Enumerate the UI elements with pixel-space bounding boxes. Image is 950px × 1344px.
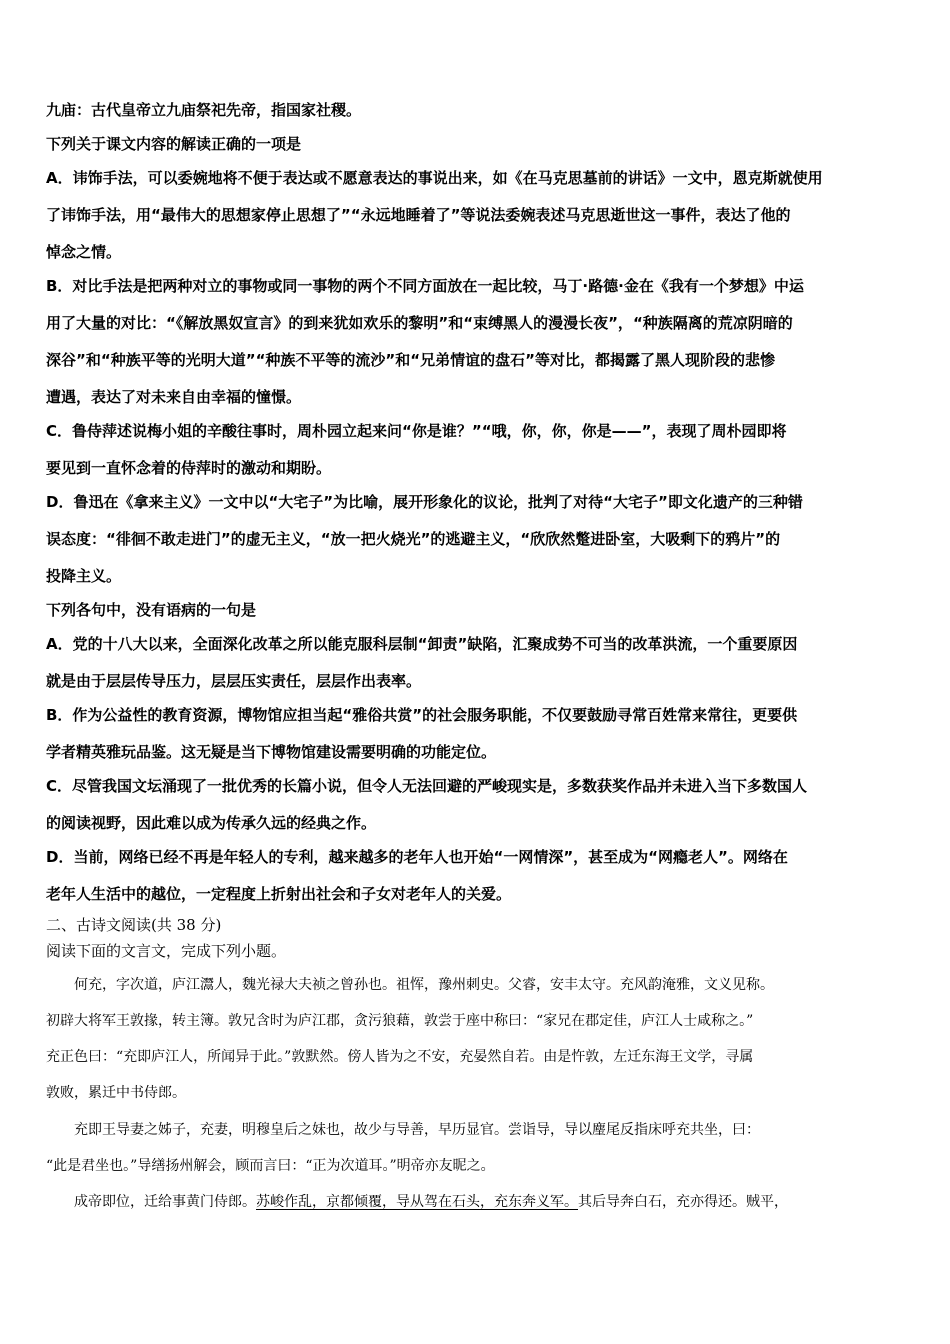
option-d-line: D．当前，网络已经不再是年轻人的专利，越来越多的老年人也开始“一网情深”，甚至成为“网瘾老人”。网络在: [46, 848, 788, 866]
option-d-line: D．鲁迅在《拿来主义》一文中以“大宅子”为比喻，展开形象化的议论，批判了对待“大宅子”即文化遗产的三种错: [46, 493, 803, 511]
passage-line: “此是君坐也。”导缮扬州解会，顾而言曰：“正为次道耳。”明帝亦友昵之。: [46, 1158, 495, 1174]
section-title: 二、古诗文阅读(共 38 分): [46, 916, 222, 934]
option-b-line: B．对比手法是把两种对立的事物或同一事物的两个不同方面放在一起比较，马丁·路德·金在《我有一个梦想》中运: [46, 277, 804, 295]
question-stem: 下列关于课文内容的解读正确的一项是: [46, 135, 302, 153]
option-c-line: 的阅读视野，因此难以成为传承久远的经典之作。: [46, 814, 377, 832]
option-d-line: 误态度：“徘徊不敢走进门”的虚无主义，“放一把火烧光”的逃避主义，“欣欣然蹩进卧室，大吸剩下的鸦片”的: [46, 530, 781, 548]
option-a-line: 悼念之情。: [46, 243, 122, 261]
passage-line: 初辟大将军王敦掾，转主簿。敦兄含时为庐江郡，贪污狼藉，敦尝于座中称曰：“家兄在郡定佳，庐江人士咸称之。”: [46, 1013, 754, 1029]
underlined-sentence: 苏峻作乱，京都倾覆，导从驾在石头，充东奔义军。: [256, 1194, 578, 1210]
option-a-line: A．党的十八大以来，全面深化改革之所以能克服科层制“卸责”缺陷，汇聚成势不可当的改革洪流，一个重要原因: [46, 635, 798, 653]
note-line: 九庙：古代皇帝立九庙祭祀先帝，指国家社稷。: [46, 101, 362, 119]
passage-line: [46, 1192, 788, 1212]
instruction: 阅读下面的文言文，完成下列小题。: [46, 942, 287, 960]
passage-line: 何充，字次道，庐江灊人，魏光禄大夫祯之曾孙也。祖恽，豫州刺史。父睿，安丰太守。充风韵淹雅，文义见称。: [46, 977, 774, 993]
option-a-line: 了讳饰手法，用“最伟大的思想家停止思想了”“永远地睡着了”等说法委婉表述马克思逝世这一事件，表达了他的: [46, 206, 791, 224]
option-b-line: 深谷”和“种族平等的光明大道”“种族不平等的流沙”和“兄弟情谊的盘石”等对比，都揭露了黑人现阶段的悲惨: [46, 351, 776, 369]
option-c-line: C．尽管我国文坛涌现了一批优秀的长篇小说，但令人无法回避的严峻现实是，多数获奖作品并未进入当下多数国人: [46, 777, 808, 795]
option-b-line: B．作为公益性的教育资源，博物馆应担当起“雅俗共赏”的社会服务职能，不仅要鼓励寻常百姓常来常往，更要供: [46, 706, 798, 724]
option-a-line: A．讳饰手法，可以委婉地将不便于表达或不愿意表达的事说出来，如《在马克思墓前的讲话》一文中，恩克斯就使用: [46, 169, 823, 187]
passage-text: 其后导奔白石，充亦得还。贼平，: [578, 1194, 788, 1210]
option-d-line: 老年人生活中的越位，一定程度上折射出社会和子女对老年人的关爱。: [46, 885, 512, 903]
option-d-line: 投降主义。: [46, 567, 122, 585]
option-c-line: C．鲁侍萍述说梅小姐的辛酸往事时，周朴园立起来问“你是谁？”“哦，你，你，你是——”，表现了周朴园即将: [46, 422, 787, 440]
question-stem: 下列各句中，没有语病的一句是: [46, 601, 257, 619]
option-b-line: 用了大量的对比：“《解放黑奴宣言》的到来犹如欢乐的黎明”和“束缚黑人的漫漫长夜”，“种族隔离的荒凉阴暗的: [46, 314, 793, 332]
passage-line: 敦败，累迁中书侍郎。: [46, 1085, 186, 1101]
option-b-line: 学者精英雅玩品鉴。这无疑是当下博物馆建设需要明确的功能定位。: [46, 743, 497, 761]
option-a-line: 就是由于层层传导压力，层层压实责任，层层作出表率。: [46, 672, 422, 690]
option-b-line: 遭遇，表达了对未来自由幸福的憧憬。: [46, 388, 302, 406]
passage-line: 充即王导妻之姊子，充妻，明穆皇后之妹也，故少与导善，早历显官。尝诣导，导以麈尾反指床呼充共坐，曰：: [46, 1122, 760, 1138]
passage-text: 成帝即位，迁给事黄门侍郎。: [46, 1194, 256, 1210]
passage-line: 充正色曰：“充即庐江人，所闻异于此。”敦默然。傍人皆为之不安，充晏然自若。由是忤敦，左迁东海王文学，寻属: [46, 1049, 754, 1065]
option-c-line: 要见到一直怀念着的侍萍时的激动和期盼。: [46, 459, 332, 477]
